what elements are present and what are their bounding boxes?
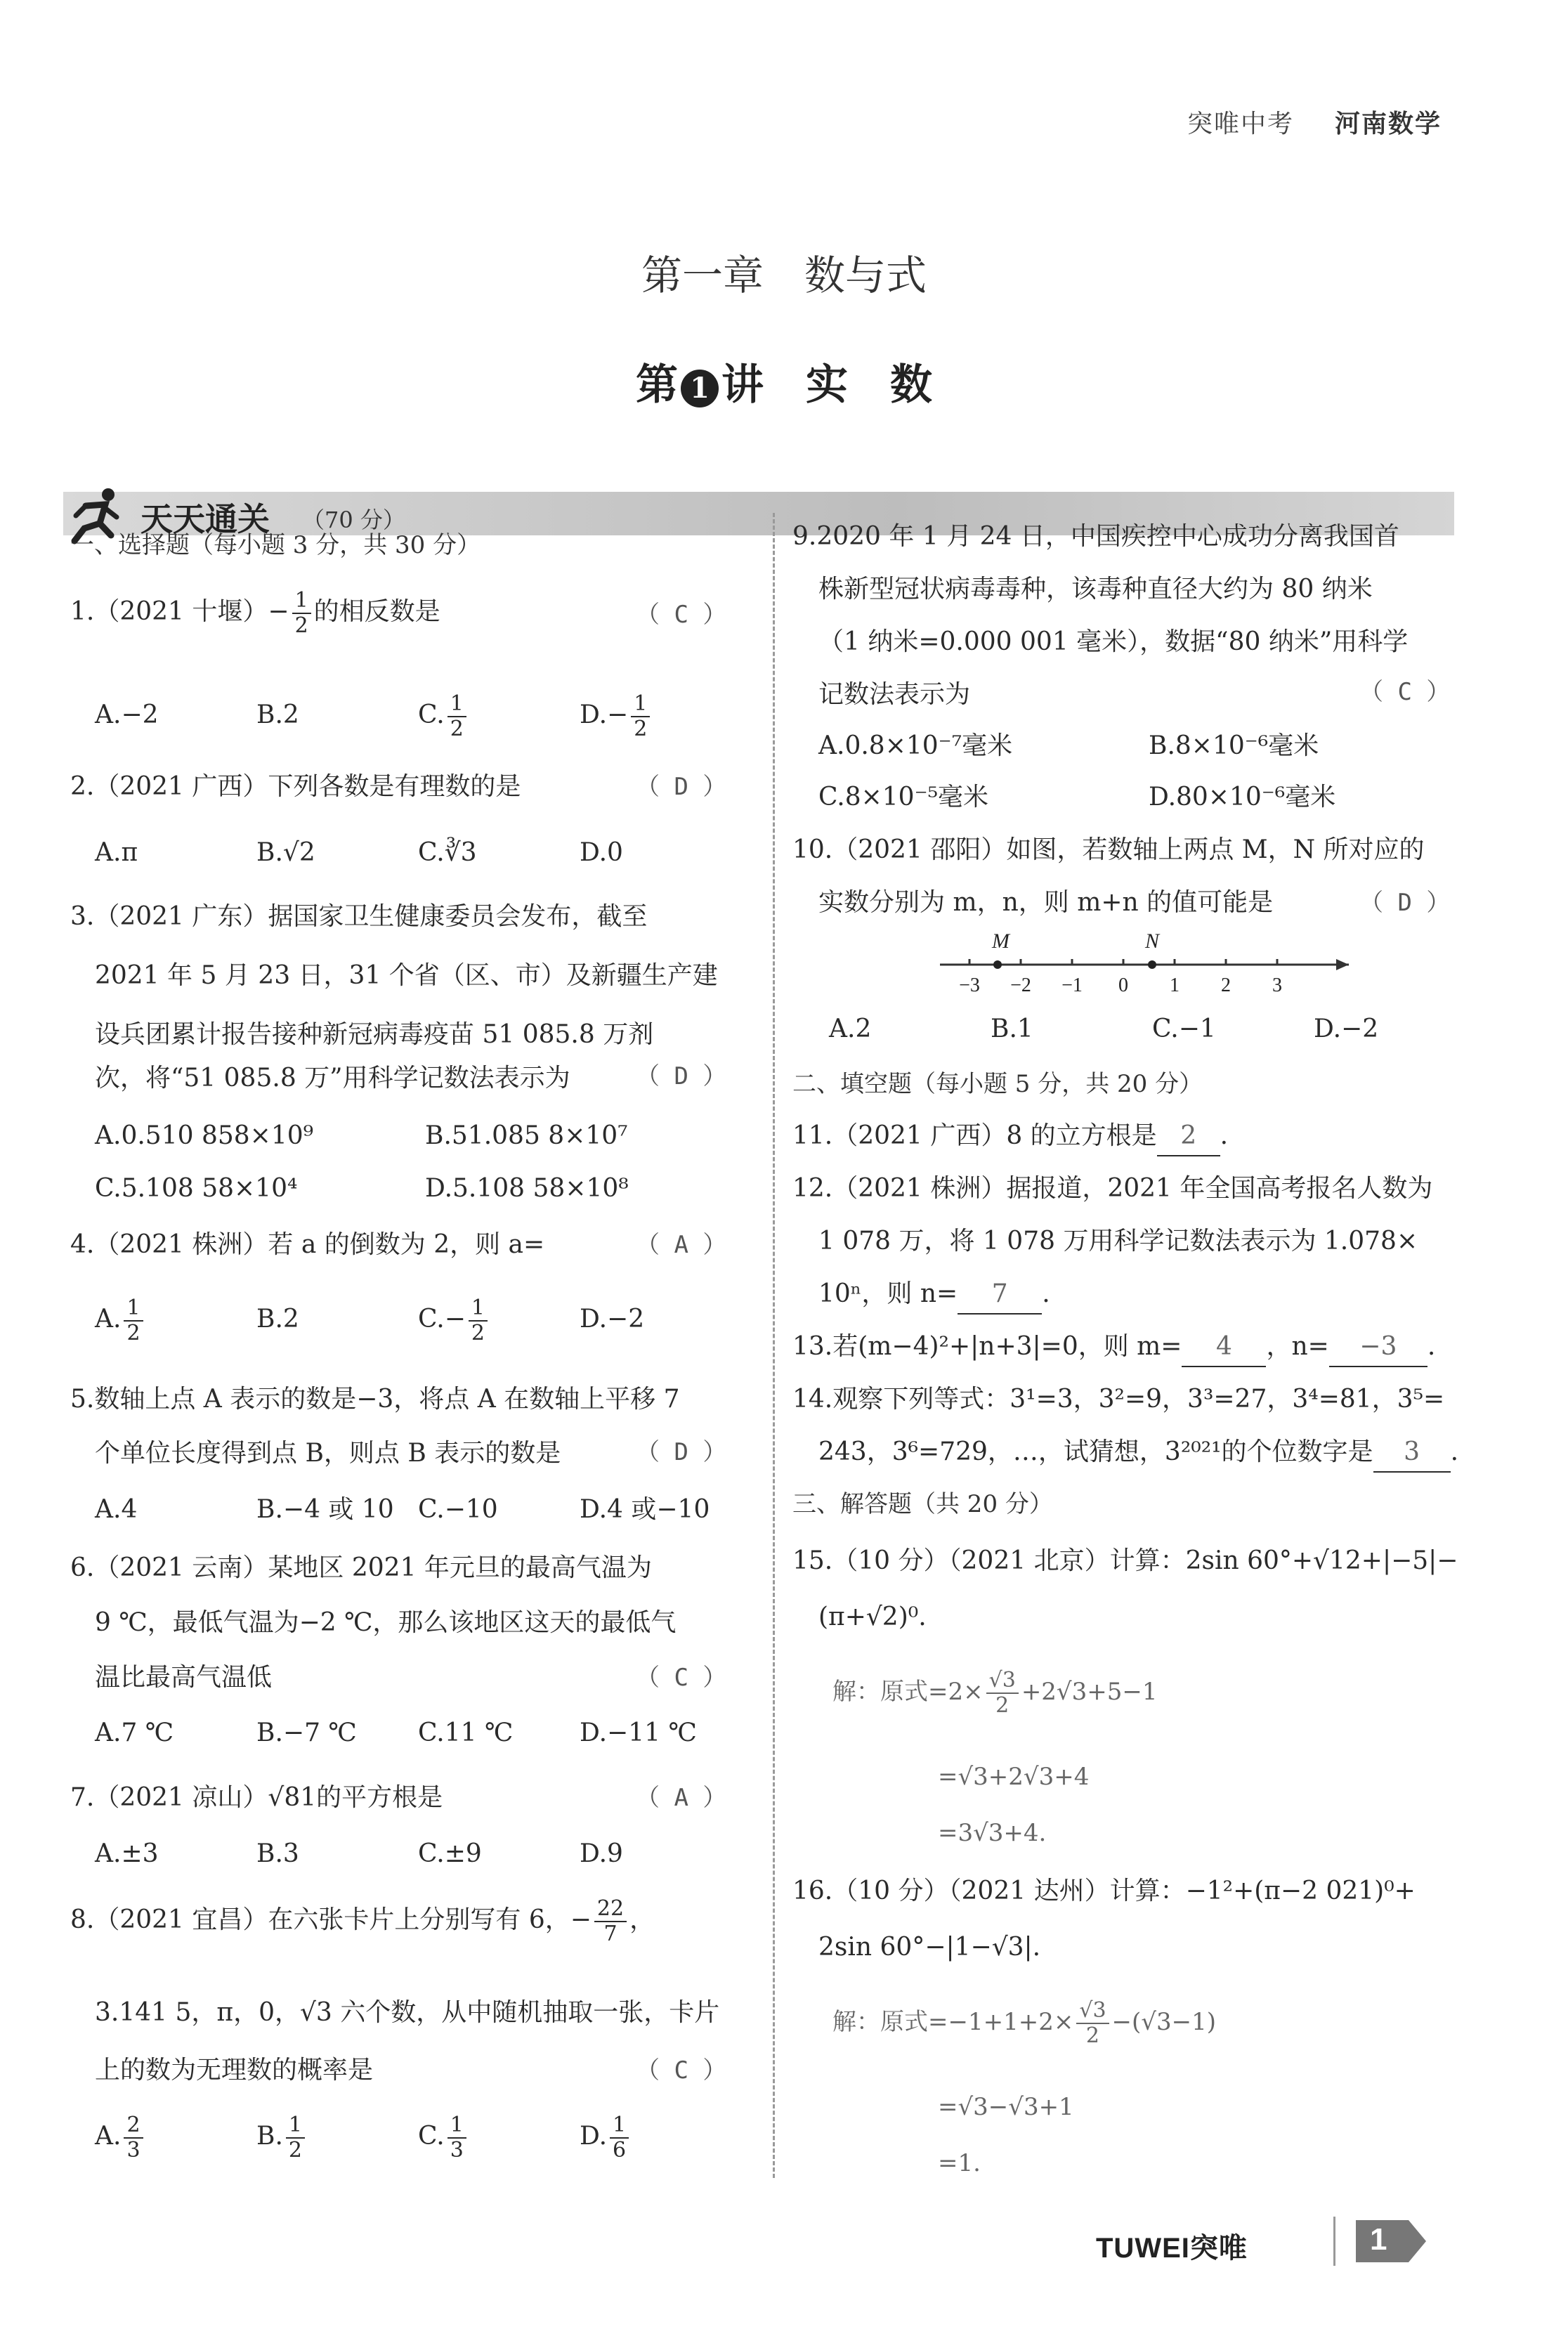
footer-divider: [1333, 2217, 1335, 2266]
header-subject: 河南数学: [1335, 109, 1442, 138]
q5-options: A.4 B.−4 或 10 C.−10 D.4 或−10: [95, 1495, 710, 1524]
q8-line1: 8.（2021 宜昌）在六张卡片上分别写有 6，− $\frac{22}{7}$ ，: [70, 1896, 655, 1946]
banner-score: （70 分）: [302, 507, 405, 533]
q12-line3: 10ⁿ，则 n= 7 .: [818, 1275, 1050, 1315]
q6-options: A.7 ℃ B.−7 ℃ C.11 ℃ D.−11 ℃: [95, 1718, 697, 1747]
label-n: N: [1145, 931, 1160, 953]
q4-stem: 4.（2021 株洲）若 a 的倒数为 2，则 a=: [70, 1230, 545, 1259]
q10-options: A.2 B.1 C.−1 D.−2: [829, 1015, 1379, 1043]
q3-options-cd: C.5.108 58×10⁴ D.5.108 58×10⁸: [95, 1174, 629, 1203]
q16-solution-step3: =1.: [938, 2149, 981, 2177]
q11: 11.（2021 广西）8 的立方根是 2 .: [792, 1117, 1228, 1156]
q5-answer: （ D ）: [636, 1438, 727, 1466]
q10-line1: 10.（2021 邵阳）如图，若数轴上两点 M，N 所对应的: [792, 835, 1425, 864]
q15-solution-step2: =√3+2√3+4: [938, 1763, 1090, 1791]
q15-solution-step1: 解：原式=2× $\frac{√3}{2}$ +2√3+5−1: [832, 1668, 1158, 1718]
q9-options-ab: A.0.8×10⁻⁷毫米 B.8×10⁻⁶毫米: [818, 731, 1319, 760]
lesson-title: 第 1 讲 实 数: [636, 360, 932, 410]
q9-line3: （1 纳米=0.000 001 毫米），数据“80 纳米”用科学: [818, 627, 1409, 656]
q8-options: A. $\frac{2}{3}$ B. $\frac{1}{2}$ C. $\frac{1}{3}$ D. $\frac{1}{6}$: [95, 2113, 741, 2163]
q9-line1: 9.2020 年 1 月 24 日，中国疾控中心成功分离我国首: [792, 522, 1399, 551]
footer-brand: TUWEI突唯: [1096, 2233, 1248, 2264]
q3-answer: （ D ）: [636, 1062, 727, 1090]
q7-answer: （ A ）: [636, 1784, 727, 1812]
q14-line2: 243，3⁶=729，…，试猜想，3²⁰²¹的个位数字是 3 .: [818, 1433, 1458, 1473]
banner-title: 天天通关: [141, 500, 270, 538]
axis-tick-label: −2: [1010, 974, 1031, 996]
axis-tick-label: 1: [1170, 974, 1180, 996]
label-m: M: [992, 931, 1010, 953]
q1-stem: 1.（2021 十堰）− $\frac{1}{2}$ 的相反数是: [70, 588, 440, 638]
q13-blank-m: 4: [1182, 1328, 1266, 1367]
axis-tick-label: 3: [1272, 974, 1282, 996]
q14-blank: 3: [1373, 1433, 1451, 1473]
axis-tick-label: 2: [1221, 974, 1231, 996]
q7-stem: 7.（2021 凉山）√81的平方根是: [70, 1783, 443, 1812]
q5-line1: 5.数轴上点 A 表示的数是−3，将点 A 在数轴上平移 7: [70, 1385, 680, 1414]
axis-tick-label: 0: [1118, 974, 1128, 996]
q1-options: A.−2 B.2 C. $\frac{1}{2}$ D.− $\frac{1}{2}$: [95, 692, 741, 741]
q10-answer: （ D ）: [1359, 889, 1451, 917]
q2-options: A.π B.√2 C.∛3 D.0: [95, 838, 623, 867]
section-solve: 三、解答题（共 20 分）: [792, 1490, 1053, 1518]
q1-answer: （ C ）: [636, 601, 727, 629]
axis-tick-label: −1: [1061, 974, 1083, 996]
q6-answer: （ C ）: [636, 1664, 727, 1692]
q4-options: A. $\frac{1}{2}$ B.2 C.− $\frac{1}{2}$ D.−2: [95, 1296, 645, 1345]
q7-options: A.±3 B.3 C.±9 D.9: [95, 1839, 623, 1868]
q3-line2: 2021 年 5 月 23 日，31 个省（区、市）及新疆生产建: [95, 961, 718, 990]
q16-solution-step1: 解：原式=−1+1+2× $\frac{√3}{2}$ −(√3−1): [832, 1998, 1216, 2048]
page-tab: [1356, 2220, 1426, 2262]
q2-answer: （ D ）: [636, 773, 727, 801]
point-n: [1148, 960, 1156, 969]
q15-line2: (π+√2)⁰.: [818, 1603, 927, 1631]
q16-solution-step2: =√3−√3+1: [938, 2093, 1074, 2121]
axis-arrow: [1336, 959, 1349, 970]
page-number: 1: [1370, 2222, 1387, 2257]
q3-line4: 次，将“51 085.8 万”用科学记数法表示为: [95, 1064, 570, 1093]
q9-answer: （ C ）: [1359, 678, 1451, 706]
section-choice: 一、选择题（每小题 3 分，共 30 分）: [70, 531, 481, 559]
q12-line1: 12.（2021 株洲）据报道，2021 年全国高考报名人数为: [792, 1174, 1433, 1203]
q14-line1: 14.观察下列等式：3¹=3，3²=9，3³=27，3⁴=81，3⁵=: [792, 1385, 1445, 1414]
q16-line1: 16.（10 分）（2021 达州）计算：−1²+(π−2 021)⁰+: [792, 1877, 1416, 1905]
q15-solution-step3: =3√3+4.: [938, 1819, 1047, 1847]
q5-line2: 个单位长度得到点 B，则点 B 表示的数是: [95, 1439, 561, 1468]
q15-line1: 15.（10 分）（2021 北京）计算：2sin 60°+√12+|−5|−: [792, 1546, 1458, 1575]
q6-line1: 6.（2021 云南）某地区 2021 年元旦的最高气温为: [70, 1553, 652, 1582]
q12-blank: 7: [958, 1275, 1042, 1315]
q12-line2: 1 078 万，将 1 078 万用科学记数法表示为 1.078×: [818, 1227, 1418, 1255]
q4-answer: （ A ）: [636, 1231, 727, 1259]
q6-line3: 温比最高气温低: [95, 1663, 273, 1692]
axis-tick-label: −3: [959, 974, 980, 996]
q3-line3: 设兵团累计报告接种新冠病毒疫苗 51 085.8 万剂: [95, 1020, 654, 1049]
q6-line2: 9 ℃，最低气温为−2 ℃，那么该地区这天的最低气: [95, 1608, 677, 1637]
q9-line4: 记数法表示为: [818, 680, 971, 709]
q13: 13.若(m−4)²+|n+3|=0，则 m= 4 ，n= −3 .: [792, 1328, 1435, 1367]
q8-answer: （ C ）: [636, 2056, 727, 2085]
q8-line3: 上的数为无理数的概率是: [95, 2056, 374, 2085]
q10-line2: 实数分别为 m，n，则 m+n 的值可能是: [818, 888, 1274, 917]
q8-line2: 3.141 5，π，0，√3 六个数，从中随机抽取一张，卡片: [95, 1998, 720, 2027]
point-m: [993, 960, 1002, 969]
q2-stem: 2.（2021 广西）下列各数是有理数的是: [70, 772, 521, 801]
q3-line1: 3.（2021 广东）据国家卫生健康委员会发布，截至: [70, 902, 648, 931]
chapter-title: 第一章 数与式: [641, 252, 927, 299]
q16-line2: 2sin 60°−|1−√3|.: [818, 1933, 1041, 1962]
lesson-number-badge: 1: [681, 370, 719, 407]
header-series: 突唯中考: [1187, 110, 1295, 138]
section-fill: 二、填空题（每小题 5 分，共 20 分）: [792, 1070, 1203, 1098]
q13-blank-n: −3: [1329, 1328, 1427, 1367]
q9-options-cd: C.8×10⁻⁵毫米 D.80×10⁻⁶毫米: [818, 783, 1336, 811]
column-divider: [773, 513, 775, 2178]
number-line-figure: [927, 931, 1363, 1008]
q3-options-ab: A.0.510 858×10⁹ B.51.085 8×10⁷: [95, 1121, 628, 1150]
q9-line2: 株新型冠状病毒毒种，该毒种直径大约为 80 纳米: [818, 575, 1373, 604]
q11-blank: 2: [1157, 1117, 1220, 1156]
